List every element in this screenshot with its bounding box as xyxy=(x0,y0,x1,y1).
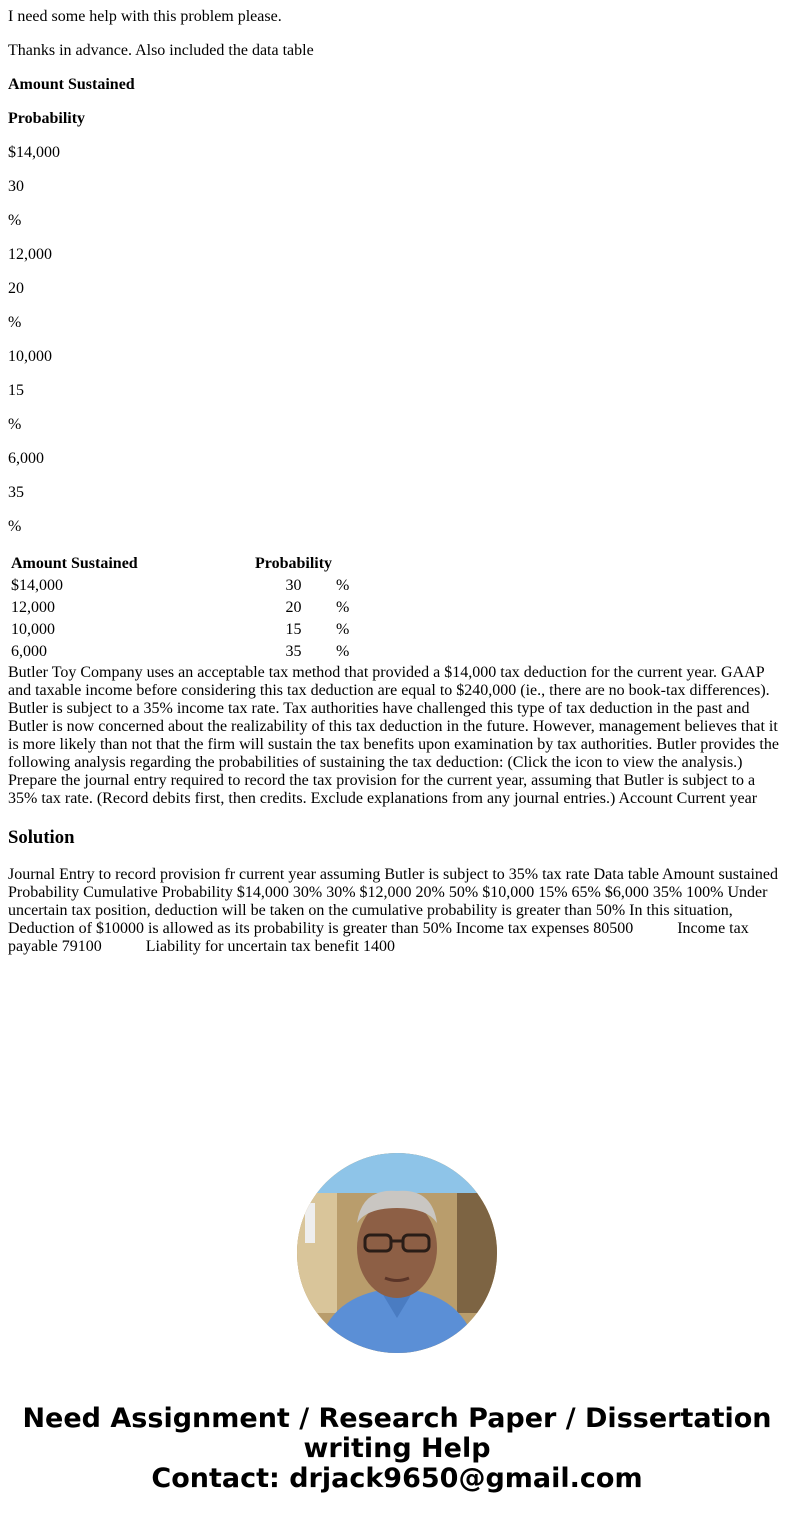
solution-heading: Solution xyxy=(8,827,75,848)
table-cell-probability: 15 xyxy=(285,621,302,638)
footer-line-1: Need Assignment / Research Paper / Dissertation xyxy=(22,1403,772,1434)
list-item-unit: % xyxy=(8,416,22,433)
list-item-probability: 30 xyxy=(8,178,24,195)
data-table xyxy=(8,552,359,664)
list-header-probability: Probability xyxy=(8,110,86,127)
list-item-amount: 6,000 xyxy=(8,450,44,467)
table-cell-amount: 12,000 xyxy=(11,599,55,616)
table-header-probability: Probability xyxy=(255,555,333,572)
solution-text: Journal Entry to record provision fr current year assuming Butler is subject to 35% tax rate Data table Amount sustained Probability Cumulative Probability $14,000 30% 30% $12,000 20% 50% $10,000 15% 65% $6,000 35% 100% Under uncertain tax position, deduction will be taken on the cumulative probability is greater than 50% In this situation, Deduction of $10000 is allowed as its probability is greater than 50% Income tax expenses 80500 Income tax payable 79100 Liability for uncertain tax benefit 1400 xyxy=(8,866,783,955)
table-row xyxy=(10,620,357,640)
table-row xyxy=(10,576,357,596)
table-cell-probability: 30 xyxy=(285,577,302,594)
list-item-amount: 10,000 xyxy=(8,348,52,365)
footer-line-2: writing Help xyxy=(303,1433,491,1464)
person-portrait-icon xyxy=(297,1153,497,1353)
intro-line-1: I need some help with this problem please. xyxy=(8,8,282,25)
table-cell-unit: % xyxy=(336,621,350,638)
table-header-amount: Amount Sustained xyxy=(11,555,138,572)
question-text: Butler Toy Company uses an acceptable tax method that provided a $14,000 tax deduction for the current year. GAAP and taxable income before considering this tax deduction are equal to $240,000 (ie., there are no book-tax differences). Butler is subject to a 35% income tax rate. Tax authorities have challenged this type of tax deduction in the past and Butler is now concerned about the realizability of this tax deduction in the future. However, management believes that it is more likely than not that the firm will sustain the tax benefits upon examination by tax authorities. Butler provides the following analysis regarding the probabilities of sustaining the tax deduction: (Click the icon to view the analysis.) Prepare the journal entry required to record the tax provision for the current year, assuming that Butler is subject to a 35% tax rate. (Record debits first, then credits. Exclude explanations from any journal entries.) Account Current year xyxy=(8,664,779,807)
intro-line-2: Thanks in advance. Also included the data table xyxy=(8,42,314,59)
author-avatar xyxy=(297,1153,497,1353)
table-cell-probability: 20 xyxy=(285,599,302,616)
footer-banner xyxy=(0,1404,794,1494)
table-header-row xyxy=(10,554,357,574)
list-item-unit: % xyxy=(8,518,22,535)
list-item-amount: 12,000 xyxy=(8,246,52,263)
list-item-probability: 35 xyxy=(8,484,24,501)
table-row xyxy=(10,598,357,618)
table-cell-amount: 10,000 xyxy=(11,621,55,638)
table-header-empty xyxy=(335,554,357,574)
table-cell-unit: % xyxy=(336,643,350,660)
list-item-unit: % xyxy=(8,212,22,229)
table-cell-unit: % xyxy=(336,599,350,616)
list-item-unit: % xyxy=(8,314,22,331)
table-cell-unit: % xyxy=(336,577,350,594)
table-cell-probability: 35 xyxy=(285,643,302,660)
table-row xyxy=(10,642,357,662)
footer-contact: Contact: drjack9650@gmail.com xyxy=(151,1463,643,1494)
table-cell-amount: $14,000 xyxy=(11,577,63,594)
list-item-probability: 20 xyxy=(8,280,24,297)
table-cell-amount: 6,000 xyxy=(11,643,47,660)
list-item-probability: 15 xyxy=(8,382,24,399)
list-item-amount: $14,000 xyxy=(8,144,60,161)
list-header-amount: Amount Sustained xyxy=(8,76,135,93)
